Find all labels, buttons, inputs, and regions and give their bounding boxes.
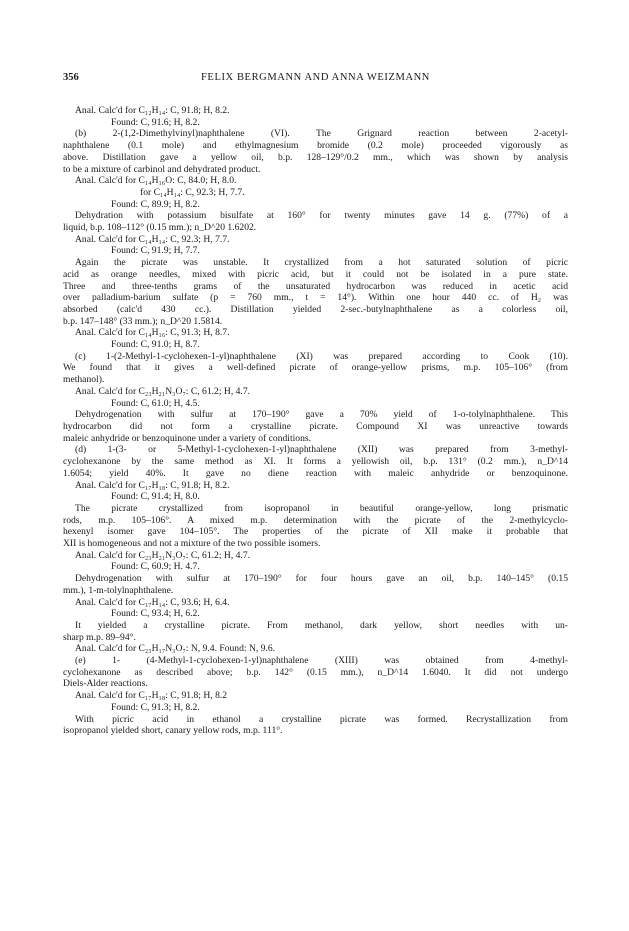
- running-head: FELIX BERGMANN AND ANNA WEIZMANN: [200, 72, 430, 83]
- text-line: Dehydrogenation with sulfur at 170–190° gave a 70% yield of 1-o-tolylnaphthalene. This: [75, 409, 568, 421]
- text-line: over palladium-barium sulfate (p = 760 mm., t = 14°). Within one hour 440 cc. of H₂ was: [63, 292, 568, 304]
- text-line: acid as orange needles, mixed with picric acid, but it could not be isolated in a pure state.: [63, 268, 568, 280]
- text-line: Found: C, 93.4; H, 6.2.: [111, 608, 200, 620]
- text-line: We found that it gives a well-defined picrate of orange-yellow prisms, m.p. 105–106° (from: [63, 362, 568, 374]
- text-line: Anal. Calc'd for C₂₃H₂₁N₃O₇: C, 61.2; H, 4.7.: [75, 385, 251, 397]
- text-line: Anal. Calc'd for C₁₄H₁₄: C, 92.3; H, 7.7.: [75, 233, 230, 245]
- text-line: sharp m.p. 89–94°.: [63, 631, 136, 643]
- text-line: Found: C, 91.3; H, 8.2.: [111, 701, 200, 713]
- text-line: Anal. Calc'd for C₁₇H₁₄: C, 93.6; H, 6.4.: [75, 596, 230, 608]
- text-line: methanol).: [63, 374, 105, 386]
- text-line: isopropanol yielded short, canary yellow rods, m.p. 111°.: [63, 725, 283, 737]
- text-line: The picrate crystallized from isopropanol in beautiful orange-yellow, long prismatic: [75, 502, 568, 514]
- text-line: rods, m.p. 105–106°. A mixed m.p. determination with the picrate of the 2-methylcyclo-: [63, 514, 568, 526]
- text-line: Found: C, 91.6; H, 8.2.: [111, 116, 200, 128]
- text-line: Found: C, 91.0; H, 8.7.: [111, 339, 200, 351]
- text-line: cyclohexanone as described above; b.p. 142° (0.15 mm.), n_D^14 1.6040. It did not undergo: [63, 666, 568, 678]
- text-line: It yielded a crystalline picrate. From methanol, dark yellow, short needles with un-: [75, 619, 568, 631]
- text-line: hydrocarbon did not form a crystalline picrate. Compound XI was unreactive towards: [63, 420, 568, 432]
- text-line: (e) 1- (4-Methyl-1-cyclohexen-1-yl)naphthalene (XIII) was obtained from 4-methyl-: [75, 655, 568, 667]
- text-line: above. Distillation gave a yellow oil, b.p. 128–129°/0.2 mm., which was shown by analysis: [63, 151, 568, 163]
- text-line: Found: C, 91.4; H, 8.0.: [111, 491, 200, 503]
- text-line: Found: C, 91.9; H, 7.7.: [111, 245, 200, 257]
- text-line: mm.), 1-m-tolylnaphthalene.: [63, 584, 174, 596]
- text-line: Anal. Calc'd for C₁₇H₁₈: C, 91.8; H, 8.2: [75, 690, 228, 702]
- body-text: [63, 105, 568, 737]
- text-line: to be a mixture of carbinol and dehydrated product.: [63, 163, 261, 175]
- text-line: Dehydration with potassium bisulfate at 160° for twenty minutes gave 14 g. (77%) of a: [75, 210, 568, 222]
- text-line: hexenyl isomer gave 104–105°. The properties of the picrate of XII make it probable that: [63, 526, 568, 538]
- text-line: cyclohexanone by the same method as XI. It forms a yellowish oil, b.p. 131° (0.2 mm.), n_D^14: [63, 456, 568, 468]
- text-line: absorbed (calc'd 430 cc.). Distillation yielded 2-sec.-butylnaphthalene as a colorless oil,: [63, 303, 568, 315]
- text-line: Anal. Calc'd for C₁₇H₁₈: C, 91.8; H, 8.2.: [75, 479, 230, 491]
- text-line: Three and three-tenths grams of the unsaturated hydrocarbon was reduced in acetic acid: [63, 280, 568, 292]
- page-header: [63, 71, 568, 85]
- text-line: Anal. Calc'd for C₂₃H₁₇N₃O₇: N, 9.4. Found: N, 9.6.: [75, 643, 276, 655]
- text-line: naphthalene (0.1 mole) and ethylmagnesium bromide (0.2 mole) proceeded vigorously as: [63, 140, 568, 152]
- text-line: (c) 1-(2-Methyl-1-cyclohexen-1-yl)naphthalene (XI) was prepared according to Cook (10).: [75, 350, 568, 362]
- text-line: Found: C, 61.0; H, 4.5.: [111, 397, 200, 409]
- text-line: Anal. Calc'd for C₁₂H₁₄: C, 91.8; H, 8.2.: [75, 105, 230, 116]
- text-line: Diels-Alder reactions.: [63, 678, 148, 690]
- text-line: Found: C, 89.9; H, 8.2.: [111, 198, 200, 210]
- page-number: 356: [63, 72, 79, 83]
- text-line: XII is homogeneous and not a mixture of the two possible isomers.: [63, 538, 321, 550]
- text-line: 1.6054; yield 40%. It gave no diene reaction with maleic anhydride or benzoquinone.: [63, 467, 568, 479]
- text-line: (b) 2-(1,2-Dimethylvinyl)naphthalene (VI). The Grignard reaction between 2-acetyl-: [75, 128, 568, 140]
- text-line: Anal. Calc'd for C₂₃H₂₁N₃O₇: C, 61.2; H, 4.7.: [75, 549, 251, 561]
- text-line: b.p. 147–148° (33 mm.); n_D^20 1.5814.: [63, 315, 223, 327]
- text-line: for C₁₄H₁₄: C, 92.3; H, 7.7.: [140, 186, 245, 198]
- text-line: Dehydrogenation with sulfur at 170–190° for four hours gave an oil, b.p. 140–145° (0.15: [75, 573, 568, 585]
- text-line: (d) 1-(3- or 5-Methyl-1-cyclohexen-1-yl)naphthalene (XII) was prepared from 3-methyl-: [75, 444, 568, 456]
- text-line: Anal. Calc'd for C₁₄H₁₆: C, 91.3; H, 8.7.: [75, 327, 230, 339]
- text-line: liquid, b.p. 108–112° (0.15 mm.); n_D^20 1.6202.: [63, 222, 257, 234]
- text-line: With picric acid in ethanol a crystalline picrate was formed. Recrystallization from: [75, 713, 568, 725]
- text-line: Anal. Calc'd for C₁₄H₁₆O: C, 84.0; H, 8.0.: [75, 175, 237, 187]
- text-line: maleic anhydride or benzoquinone under a variety of conditions.: [63, 432, 312, 444]
- text-line: Again the picrate was unstable. It crystallized from a hot saturated solution of picric: [75, 257, 568, 269]
- text-line: Found: C, 60.9; H. 4.7.: [111, 561, 200, 573]
